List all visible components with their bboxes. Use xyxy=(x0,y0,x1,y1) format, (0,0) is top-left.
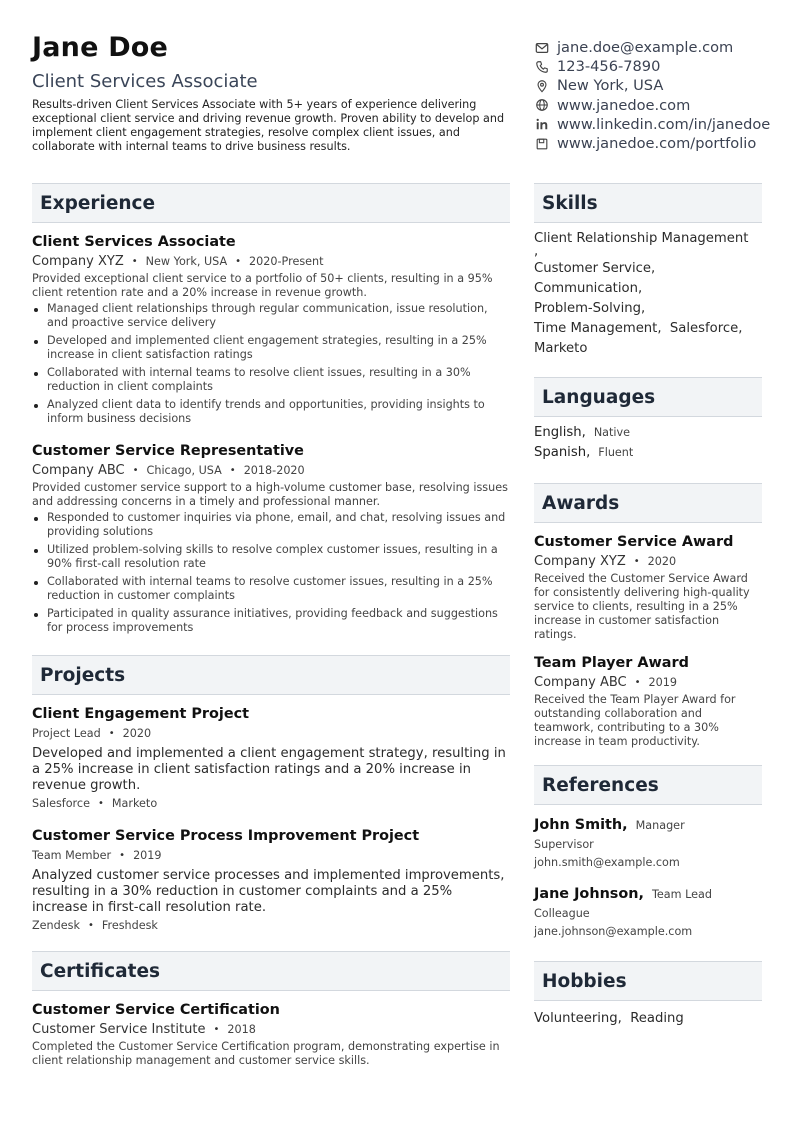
reference-header xyxy=(534,884,762,905)
project-meta xyxy=(32,848,510,864)
award-year: 2020 xyxy=(647,555,677,568)
certificate-year: 2018 xyxy=(227,1023,256,1036)
skill-line: Problem-Solving, xyxy=(534,301,646,316)
reference-header xyxy=(534,815,762,836)
separator-dot: • xyxy=(633,556,640,567)
certificate-title: Customer Service Certification xyxy=(32,1002,280,1018)
awards-heading: Awards xyxy=(534,483,762,523)
job-bullets xyxy=(32,302,510,426)
right-column xyxy=(534,183,762,1029)
project-title: Client Engagement Project xyxy=(32,706,249,722)
separator-dot: • xyxy=(131,256,138,267)
project-title: Customer Service Process Improvement Project xyxy=(32,828,420,844)
project-tag: Marketo xyxy=(111,797,158,810)
location-pin-icon xyxy=(534,78,549,93)
contact-portfolio[interactable] xyxy=(534,134,770,153)
portfolio-icon xyxy=(534,136,549,151)
project-meta xyxy=(32,726,510,742)
project-year: 2020 xyxy=(122,727,152,740)
contact-website-text: www.janedoe.com xyxy=(557,96,691,114)
references-heading: References xyxy=(534,765,762,805)
skills-list xyxy=(534,231,762,359)
certificates-heading: Certificates xyxy=(32,951,510,991)
reference-email[interactable]: jane.johnson@example.com xyxy=(534,925,693,938)
job-bullet: Collaborated with internal teams to resolve customer issues, resulting in a 25% reduction in customer complaints xyxy=(32,575,510,603)
contact-email-text: jane.doe@example.com xyxy=(557,39,734,57)
projects-heading: Projects xyxy=(32,655,510,695)
award-description: Received the Team Player Award for outstanding collaboration and teamwork, contributing to a 30% increase in team productivity. xyxy=(534,693,736,748)
language-level: Fluent xyxy=(598,446,634,459)
language-name: English, xyxy=(534,425,586,440)
separator-dot: • xyxy=(108,728,115,739)
skill-line: Client Relationship Management xyxy=(534,231,749,246)
award-org: Company XYZ xyxy=(534,554,626,569)
separator-dot: • xyxy=(87,920,94,931)
job-bullet: Responded to customer inquiries via phone, email, and chat, resolving issues and providing solutions xyxy=(32,511,510,539)
award-title: Team Player Award xyxy=(534,655,689,671)
job-location: Chicago, USA xyxy=(146,464,222,477)
candidate-name: Jane Doe xyxy=(32,32,169,63)
skill-line: Time Management, Salesforce, xyxy=(534,321,743,336)
job-bullet: Analyzed client data to identify trends and opportunities, providing insights to inform business decisions xyxy=(32,398,510,426)
award-description: Received the Customer Service Award for consistently delivering high-quality service to clients, resulting in a 25% increase in customer satisfaction ratings. xyxy=(534,572,750,641)
reference-item xyxy=(534,884,762,941)
candidate-title: Client Services Associate xyxy=(32,71,258,92)
section-spacer xyxy=(534,359,762,377)
language-item xyxy=(534,443,762,463)
certificate-item xyxy=(32,1001,510,1068)
reference-relation: Colleague xyxy=(534,907,590,920)
section-spacer xyxy=(32,639,510,655)
language-item xyxy=(534,423,762,443)
separator-dot: • xyxy=(213,1024,220,1035)
project-tag: Freshdesk xyxy=(101,919,158,932)
separator-dot: • xyxy=(97,798,104,809)
project-tags xyxy=(32,797,510,811)
experience-heading: Experience xyxy=(32,183,510,223)
job-bullet: Managed client relationships through regular communication, issue resolution, and proactive service delivery xyxy=(32,302,510,330)
award-title: Customer Service Award xyxy=(534,534,734,550)
separator-dot: • xyxy=(132,465,139,476)
job-title: Client Services Associate xyxy=(32,234,236,250)
award-item xyxy=(534,533,762,642)
contact-location-text: New York, USA xyxy=(557,77,664,95)
job-bullet: Participated in quality assurance initiatives, providing feedback and suggestions for process improvements xyxy=(32,607,510,635)
job-description: Provided customer service support to a high-volume customer base, resolving issues and addressing concerns in a timely and professional manner. xyxy=(32,481,508,508)
job-bullet: Collaborated with internal teams to resolve client issues, resulting in a 30% reduction in client complaints xyxy=(32,366,510,394)
languages-heading: Languages xyxy=(534,377,762,417)
skill-line: Communication, xyxy=(534,281,643,296)
reference-position: Team Lead xyxy=(651,888,712,901)
linkedin-icon xyxy=(534,117,549,132)
job-company: Company ABC xyxy=(32,463,125,478)
reference-name: Jane Johnson, xyxy=(534,886,644,902)
contact-portfolio-text: www.janedoe.com/portfolio xyxy=(557,135,757,153)
mail-icon xyxy=(534,40,549,55)
contact-list xyxy=(534,38,770,153)
phone-icon xyxy=(534,59,549,74)
contact-linkedin[interactable] xyxy=(534,115,770,134)
contact-phone-text: 123-456-7890 xyxy=(557,58,661,76)
certificate-meta xyxy=(32,1022,510,1038)
skill-line: Marketo xyxy=(534,341,588,356)
reference-relation: Supervisor xyxy=(534,838,594,851)
award-meta xyxy=(534,554,762,570)
separator-dot: • xyxy=(229,465,236,476)
profile-summary: Results-driven Client Services Associate with 5+ years of experience delivering exceptional client service and driving revenue growth. Proven ability to develop and implement client engagement strategies, resolve complex client issues, and collaborate with internal teams to drive business results. xyxy=(32,98,505,153)
project-item xyxy=(32,827,510,933)
languages-list xyxy=(534,423,762,463)
award-item xyxy=(534,654,762,749)
award-year: 2019 xyxy=(648,676,678,689)
certificate-description: Completed the Customer Service Certification program, demonstrating expertise in client relationship management and customer service skills. xyxy=(32,1040,500,1067)
skill-line: , xyxy=(534,244,539,259)
job-bullet: Utilized problem-solving skills to resolve complex customer issues, resulting in a 90% first-call resolution rate xyxy=(32,543,510,571)
reference-name: John Smith, xyxy=(534,817,628,833)
language-level: Native xyxy=(593,426,631,439)
job-dates: 2018-2020 xyxy=(243,464,305,477)
separator-dot: • xyxy=(634,677,641,688)
reference-position: Manager xyxy=(635,819,685,832)
separator-dot: • xyxy=(119,850,126,861)
section-spacer xyxy=(534,941,762,961)
hobbies-list: Volunteering, Reading xyxy=(534,1011,684,1026)
left-column xyxy=(32,183,510,1068)
skills-heading: Skills xyxy=(534,183,762,223)
section-spacer xyxy=(32,933,510,951)
project-role: Project Lead xyxy=(32,727,101,740)
section-spacer xyxy=(534,463,762,483)
job-location: New York, USA xyxy=(145,255,228,268)
experience-item xyxy=(32,233,510,426)
skill-line: Customer Service, xyxy=(534,261,656,276)
award-meta xyxy=(534,675,762,691)
project-tag: Salesforce xyxy=(32,797,90,810)
contact-linkedin-text: www.linkedin.com/in/janedoe xyxy=(557,115,771,133)
project-description: Developed and implemented a client engagement strategy, resulting in a 25% increase in client satisfaction ratings and a 20% increase in revenue growth. xyxy=(32,746,506,793)
separator-dot: • xyxy=(235,256,242,267)
project-tag: Zendesk xyxy=(32,919,80,932)
experience-item xyxy=(32,442,510,635)
contact-location xyxy=(534,76,770,95)
job-bullets xyxy=(32,511,510,635)
contact-phone[interactable] xyxy=(534,57,770,76)
job-meta xyxy=(32,463,510,479)
job-title: Customer Service Representative xyxy=(32,443,304,459)
job-description: Provided exceptional client service to a portfolio of 50+ clients, resulting in a 95% client retention rate and a 20% increase in revenue growth. xyxy=(32,272,493,299)
section-spacer xyxy=(534,749,762,765)
project-item xyxy=(32,705,510,811)
job-meta xyxy=(32,254,510,270)
project-description: Analyzed customer service processes and implemented improvements, resulting in a 30% reduction in customer complaints and a 25% increase in first-call resolution rate. xyxy=(32,868,505,915)
project-tags xyxy=(32,919,510,933)
certificate-issuer: Customer Service Institute xyxy=(32,1022,206,1037)
job-company: Company XYZ xyxy=(32,254,124,269)
project-role: Team Member xyxy=(32,849,112,862)
contact-email[interactable] xyxy=(534,38,770,57)
language-name: Spanish, xyxy=(534,445,591,460)
job-dates: 2020-Present xyxy=(249,255,324,268)
reference-item xyxy=(534,815,762,872)
globe-icon xyxy=(534,98,549,113)
contact-website[interactable] xyxy=(534,96,770,115)
hobbies-heading: Hobbies xyxy=(534,961,762,1001)
project-year: 2019 xyxy=(133,849,162,862)
award-org: Company ABC xyxy=(534,675,627,690)
job-bullet: Developed and implemented client engagement strategies, resulting in a 25% increase in client satisfaction ratings xyxy=(32,334,510,362)
reference-email[interactable]: john.smith@example.com xyxy=(534,856,680,869)
